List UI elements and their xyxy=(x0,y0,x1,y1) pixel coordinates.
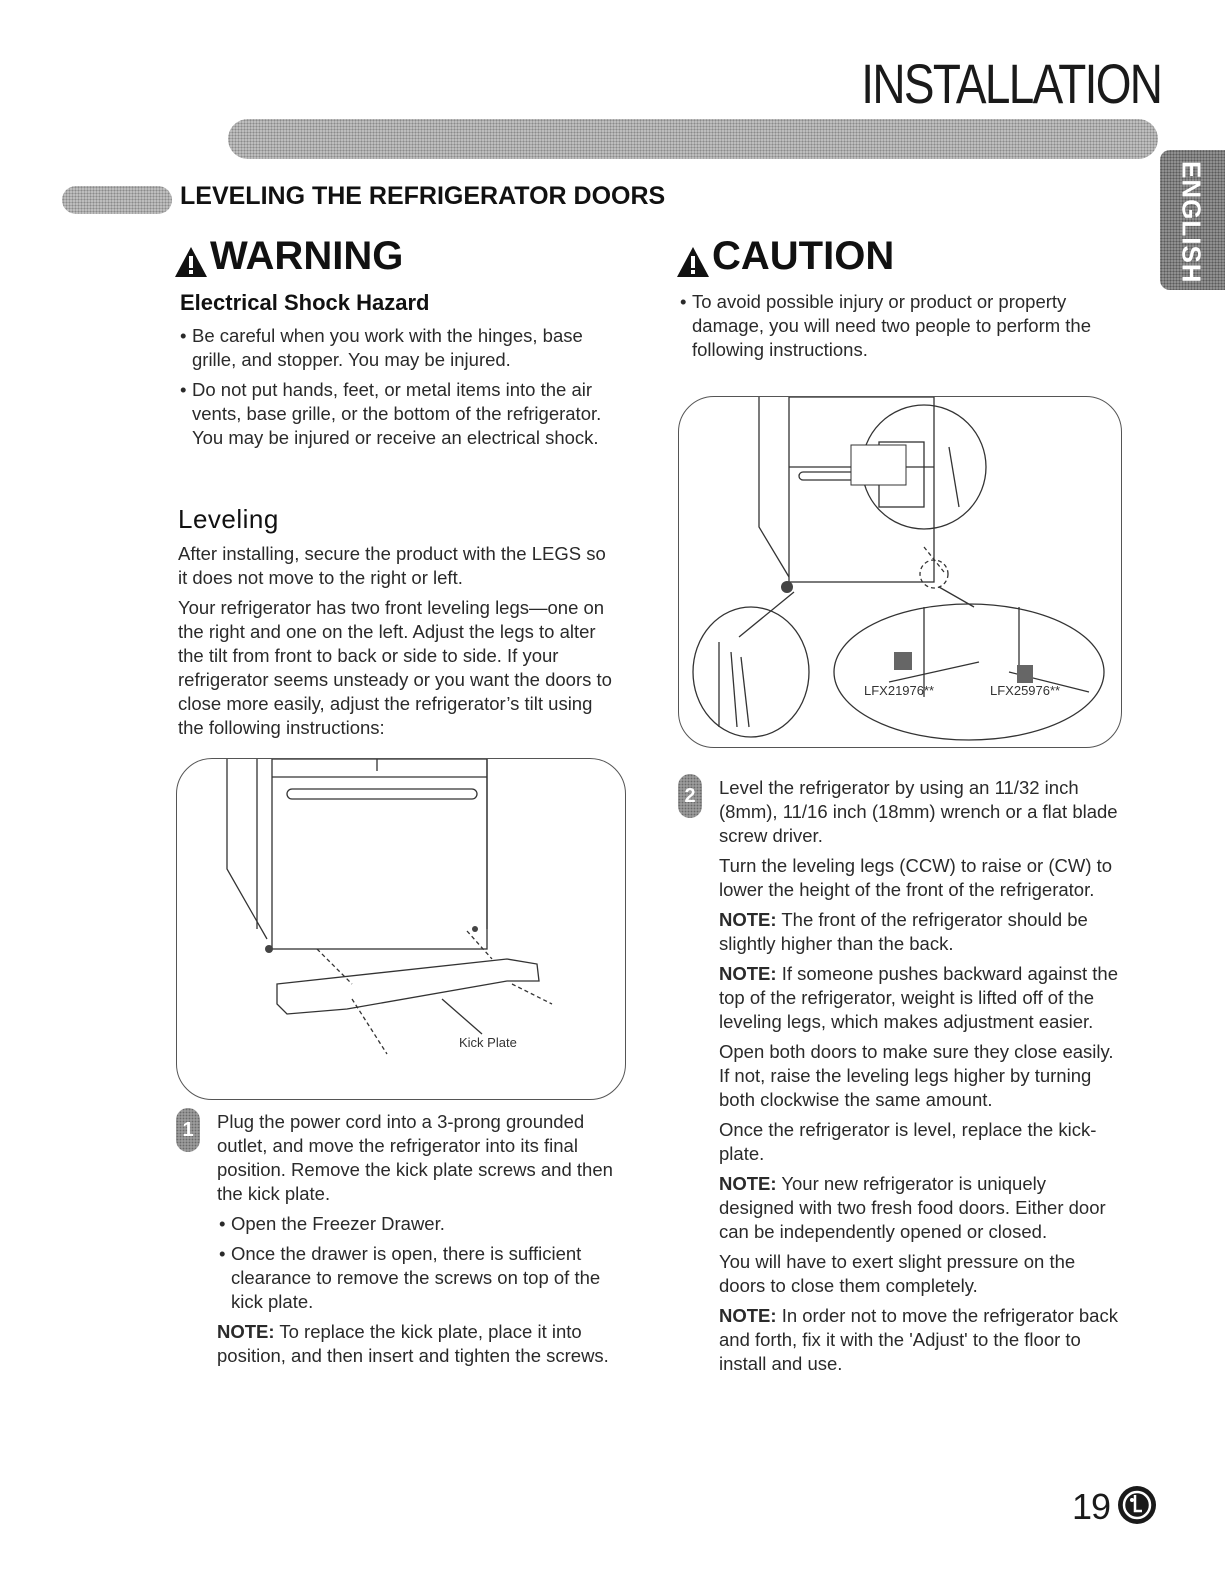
step-2-note: NOTE: Your new refrigerator is uniquely designed with two fresh food doors. Either door can be independently opened or closed. xyxy=(719,1173,1106,1242)
warning-bullet: • Be careful when you work with the hinges, base grille, and stopper. You may be injured. xyxy=(180,324,610,372)
kick-plate-illustration xyxy=(176,758,626,1100)
step-2-note: NOTE: If someone pushes backward against the top of the refrigerator, weight is lifted off of the leveling legs, which makes adjustment easier. xyxy=(719,963,1118,1032)
warning-heading-text: WARNING xyxy=(210,234,404,278)
lg-logo-mark xyxy=(1118,1486,1156,1524)
leveling-legs-illustration xyxy=(678,396,1122,748)
model-label-lfx25976: LFX25976** xyxy=(990,683,1061,698)
step-2-note: NOTE: In order not to move the refrigerator back and forth, fix it with the 'Adjust' to the floor to install and use. xyxy=(719,1305,1118,1374)
step-2-paragraph: Once the refrigerator is level, replace the kick-plate. xyxy=(719,1119,1097,1164)
step-1-bullet: • Open the Freezer Drawer. xyxy=(219,1212,617,1236)
refrigerator-kick-plate-drawing xyxy=(177,759,625,1099)
warning-subheading: Electrical Shock Hazard xyxy=(180,290,430,315)
step-2-paragraph: You will have to exert slight pressure on the doors to close them completely. xyxy=(719,1251,1076,1296)
step-1-text: Plug the power cord into a 3-prong grounded outlet, and move the refrigerator into its final position. Remove the kick plate screws and then the kick plate. xyxy=(217,1111,613,1204)
lg-logo-icon xyxy=(1118,1486,1156,1524)
step-2-paragraph: Turn the leveling legs (CCW) to raise or (CW) to lower the height of the front of the refrigerator. xyxy=(719,855,1113,900)
step-2-note: NOTE: The front of the refrigerator should be slightly higher than the back. xyxy=(719,909,1088,954)
step-1-badge: 1 xyxy=(176,1108,200,1152)
leveling-text xyxy=(178,542,618,746)
caution-triangle-icon xyxy=(676,245,710,279)
page-number: 19 xyxy=(1072,1486,1111,1527)
section-pill-marker xyxy=(62,186,172,214)
step-2-content xyxy=(719,776,1124,1382)
warning-heading xyxy=(174,234,403,279)
step-2-paragraph: Open both doors to make sure they close easily. If not, raise the leveling legs higher by turning both clockwise the same amount. xyxy=(719,1041,1114,1110)
leveling-paragraph: After installing, secure the product with the LEGS so it does not move to the right or left. xyxy=(178,543,606,588)
leveling-heading: Leveling xyxy=(178,504,279,534)
step-1-bullet: • Once the drawer is open, there is sufficient clearance to remove the screws on top of the kick plate. xyxy=(219,1242,617,1314)
caution-bullet-list xyxy=(680,290,1120,368)
page-header-title: INSTALLATION xyxy=(861,52,1162,115)
caution-bullet: • To avoid possible injury or product or property damage, you will need two people to perform the following instructions. xyxy=(680,290,1120,362)
language-tab-label: ENGLISH xyxy=(1176,160,1207,284)
warning-bullet-list xyxy=(180,324,610,456)
leveling-paragraph: Your refrigerator has two front leveling legs—one on the right and one on the left. Adjust the legs to alter the tilt from front to back or side to side. If your refrigerator seems unsteady or you want the doors to close more easily, adjust the refrigerator’s tilt using the following instructions: xyxy=(178,597,612,738)
step-1-content xyxy=(217,1110,617,1374)
section-title: LEVELING THE REFRIGERATOR DOORS xyxy=(180,182,666,210)
step-1-note: NOTE: To replace the kick plate, place it into position, and then insert and tighten the screws. xyxy=(217,1321,609,1366)
model-label-lfx21976: LFX21976** xyxy=(864,683,935,698)
caution-heading xyxy=(676,234,894,279)
warning-triangle-icon xyxy=(174,245,208,279)
step-2-text: Level the refrigerator by using an 11/32 inch (8mm), 11/16 inch (18mm) wrench or a flat blade screw driver. xyxy=(719,777,1118,846)
warning-bullet: • Do not put hands, feet, or metal items into the air vents, base grille, or the bottom of the refrigerator. You may be injured or receive an electrical shock. xyxy=(180,378,610,450)
step-2-badge: 2 xyxy=(678,774,702,818)
kick-plate-label: Kick Plate xyxy=(459,1035,517,1050)
header-decorative-bar xyxy=(228,119,1158,159)
caution-heading-text: CAUTION xyxy=(712,234,895,278)
